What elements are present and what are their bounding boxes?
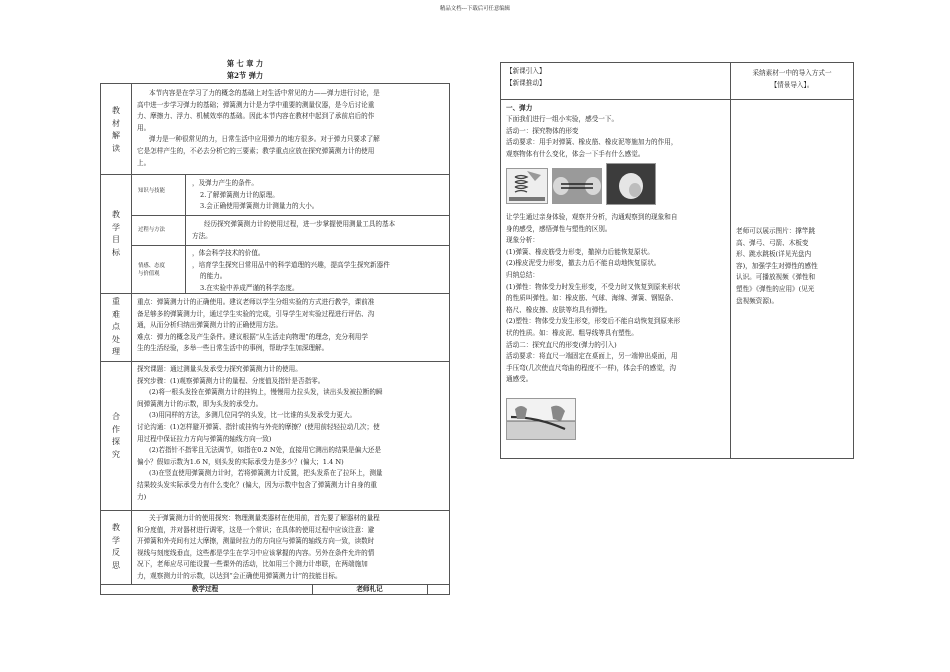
label-jiaocai: 教 材 解 读 <box>112 106 120 153</box>
header-note: 精品文档---下载后可任意编辑 <box>439 6 511 12</box>
objective-2-text: 经历探究弹簧测力计的使用过程，进一步掌握使用测量工具的基本 方法。 <box>192 220 396 240</box>
teacher-notes: 老师可以展示图片：撑竿跳 高、弹弓、弓箭、木板变 形、跳水跳板(详见光盘内 容)，加强学生对弹性的感性 认识。可播放视频《弹性和 塑性》《弹性的应用》(见光 盘视频资源)。 <box>736 227 818 305</box>
footer-notes: 老师札记 <box>356 585 383 593</box>
fansi-text: 关于弹簧测力计的使用探究：物理测量类器材在使用前，首先要了解器材的量程 和分度值，并对器材进行调零，这是一个常识；在具体的使用过程中应该注意：避 开弹簧和外壳间有过大摩擦，测量时拉力的方向应与弹簧的轴线方向一致，读数时 视线与刻度线垂直，这些都是学生在学习中应该掌握的内容。另外在条件允许的情 况下，老师应尽可能设置一些课外的活动，比如用三个测力计串联，在两端施加 力，观察测力计的示数，以达到“会正确使用弹簧测力计”的技能目标。 <box>137 514 380 580</box>
chapter-title: 第 七 章 力 <box>226 59 264 68</box>
jiaocai-text: 本节内容是在学习了力的概念的基础上对生活中常见的力——弹力进行讨论，是 高中进一步学习弹力的基础；弹簧测力计是力学中重要的测量仪器，是今后讨论重 力、摩擦力、浮力、机械效率的基础。因此本节内容在教材中起到了承前启后的作 用。 弹力是一种很常见的力，日常生活中应用弹力的地方很多。对于弹力只要求了解 它是怎样产生的，不必去分析它的三要素；教学重点应放在探究弹簧测力计的使用 上。 <box>137 89 380 167</box>
intro-labels: 【新课引入】 【新课推动】 <box>506 67 546 87</box>
objective-category-3: 情感、态度 与价值观 <box>138 263 165 277</box>
intro-note: 采纳素材一中的导入方式一 【情景导入】。 <box>752 69 832 89</box>
label-nandian: 重 难 点 处 理 <box>112 297 120 356</box>
objective-category-2: 过程与方法 <box>138 227 165 233</box>
objective-3-text: ，体会科学技术的价值。 ，培育学生探究日常用品中的科学道理的兴趣，提高学生探究新器件 的能力。 3.在实验中养成严谨的科学态度。 <box>192 249 390 292</box>
label-mubiao: 教 学 目 标 <box>112 210 120 257</box>
label-hezuo: 合 作 探 究 <box>112 412 120 459</box>
spring-photo <box>506 168 548 204</box>
hezuo-text: 探究课题：通过测量头发承受力探究弹簧测力计的使用。 探究步骤：(1)观察弹簧测力计的量程、分度值及指针是否指零。 (2)将一根头发拴在弹簧测力计的挂钩上，慢慢用力拉头发，读出头发被拉断的瞬 间弹簧测力计的示数，即为头发的承受力。 (3)用同样的方法，多测几位同学的头发，比一比谁的头发承受力更大。 讨论沟通：(1)怎样避开弹簧、指针或挂钩与外壳的摩擦？(使用前轻轻拉动几次；使 用过程中保证拉力方向与弹簧的轴线方向一致) (2)若指针不指零且无法调节，如指在0.2 N处，直接用它测出的结果是偏大还是 偏小？假如示数为1.6 N，则头发的实际承受力是多少？(偏大；1.4 N) (3)在竖直使用弹簧测力计时，若将弹簧测力计反置，把头发系在了拉环上，测量 结果较头发实际承受力有什么变化？(偏大，因为示数中包含了弹簧测力计自身的重 力) <box>137 365 383 501</box>
activity-analysis: 让学生通过亲身体验，观察并分析，沟通观察到的现象和自 身的感受，感悟弹性与塑性的区别。 现象分析： (1)弹簧、橡皮筋受力形变，撤掉力后能恢复原状。 (2)橡皮泥受力形变，撤去力后不能自动地恢复原状。 归纳总结： (1)弹性：物体受力时发生形变，不受力时又恢复到原来形状 的性质叫弹性。如：橡皮筋、气球、海绵、弹簧、钢锯条、 格尺、橡皮擦、皮肤等均具有弹性。 (2)塑性：物体受力发生形变，形变后不能自动恢复到原来形 状的性质。如：橡皮泥、粗导线等具有塑性。 活动二：探究直尺的形变(弹力的引入) 活动要求：将直尺一端固定在桌面上，另一端伸出桌面，用 手压弯(几次使直尺弯曲的程度不一样)，体会手的感觉，沟 通感受。 <box>506 213 681 384</box>
objective-category-1: 知识与技能 <box>138 188 165 194</box>
ruler-bending-photo <box>506 398 576 440</box>
activity-intro: 下面我们进行一组小实验，感受一下。 活动一：探究物体的形变 活动要求：用手对弹簧、橡皮筋、橡皮泥等施加力的作用， 观察物体有什么变化，体会一下手有什么感觉。 <box>506 115 678 158</box>
section-heading-elasticity: 一、弹力 <box>506 104 533 112</box>
label-fansi: 教 学 反 思 <box>112 523 120 570</box>
objective-1-text: ，及弹力产生的条件。 2.了解弹簧测力计的原理。 3.会正确使用弹簧测力计测量力的大小。 <box>192 179 319 211</box>
section-title: 第2节 弹力 <box>226 71 264 80</box>
rubber-band-photo <box>552 168 602 204</box>
footer-process: 教学过程 <box>191 585 219 593</box>
clay-photo <box>606 163 656 205</box>
nandian-text: 重点：弹簧测力计的正确使用。建议老师以学生分组实验的方式进行教学，课前准 备足够多的弹簧测力计，通过学生实验的完成，引导学生对实验过程进行评估、沟 通，从而分析归纳出弹簧测力计的正确使用方法。 难点：弹力的概念及产生条件。建议根据“从生活走向物理”的理念，充分利用学 生的生活经验，多举一些日常生活中的事例，帮助学生加深理解。 <box>137 298 375 353</box>
